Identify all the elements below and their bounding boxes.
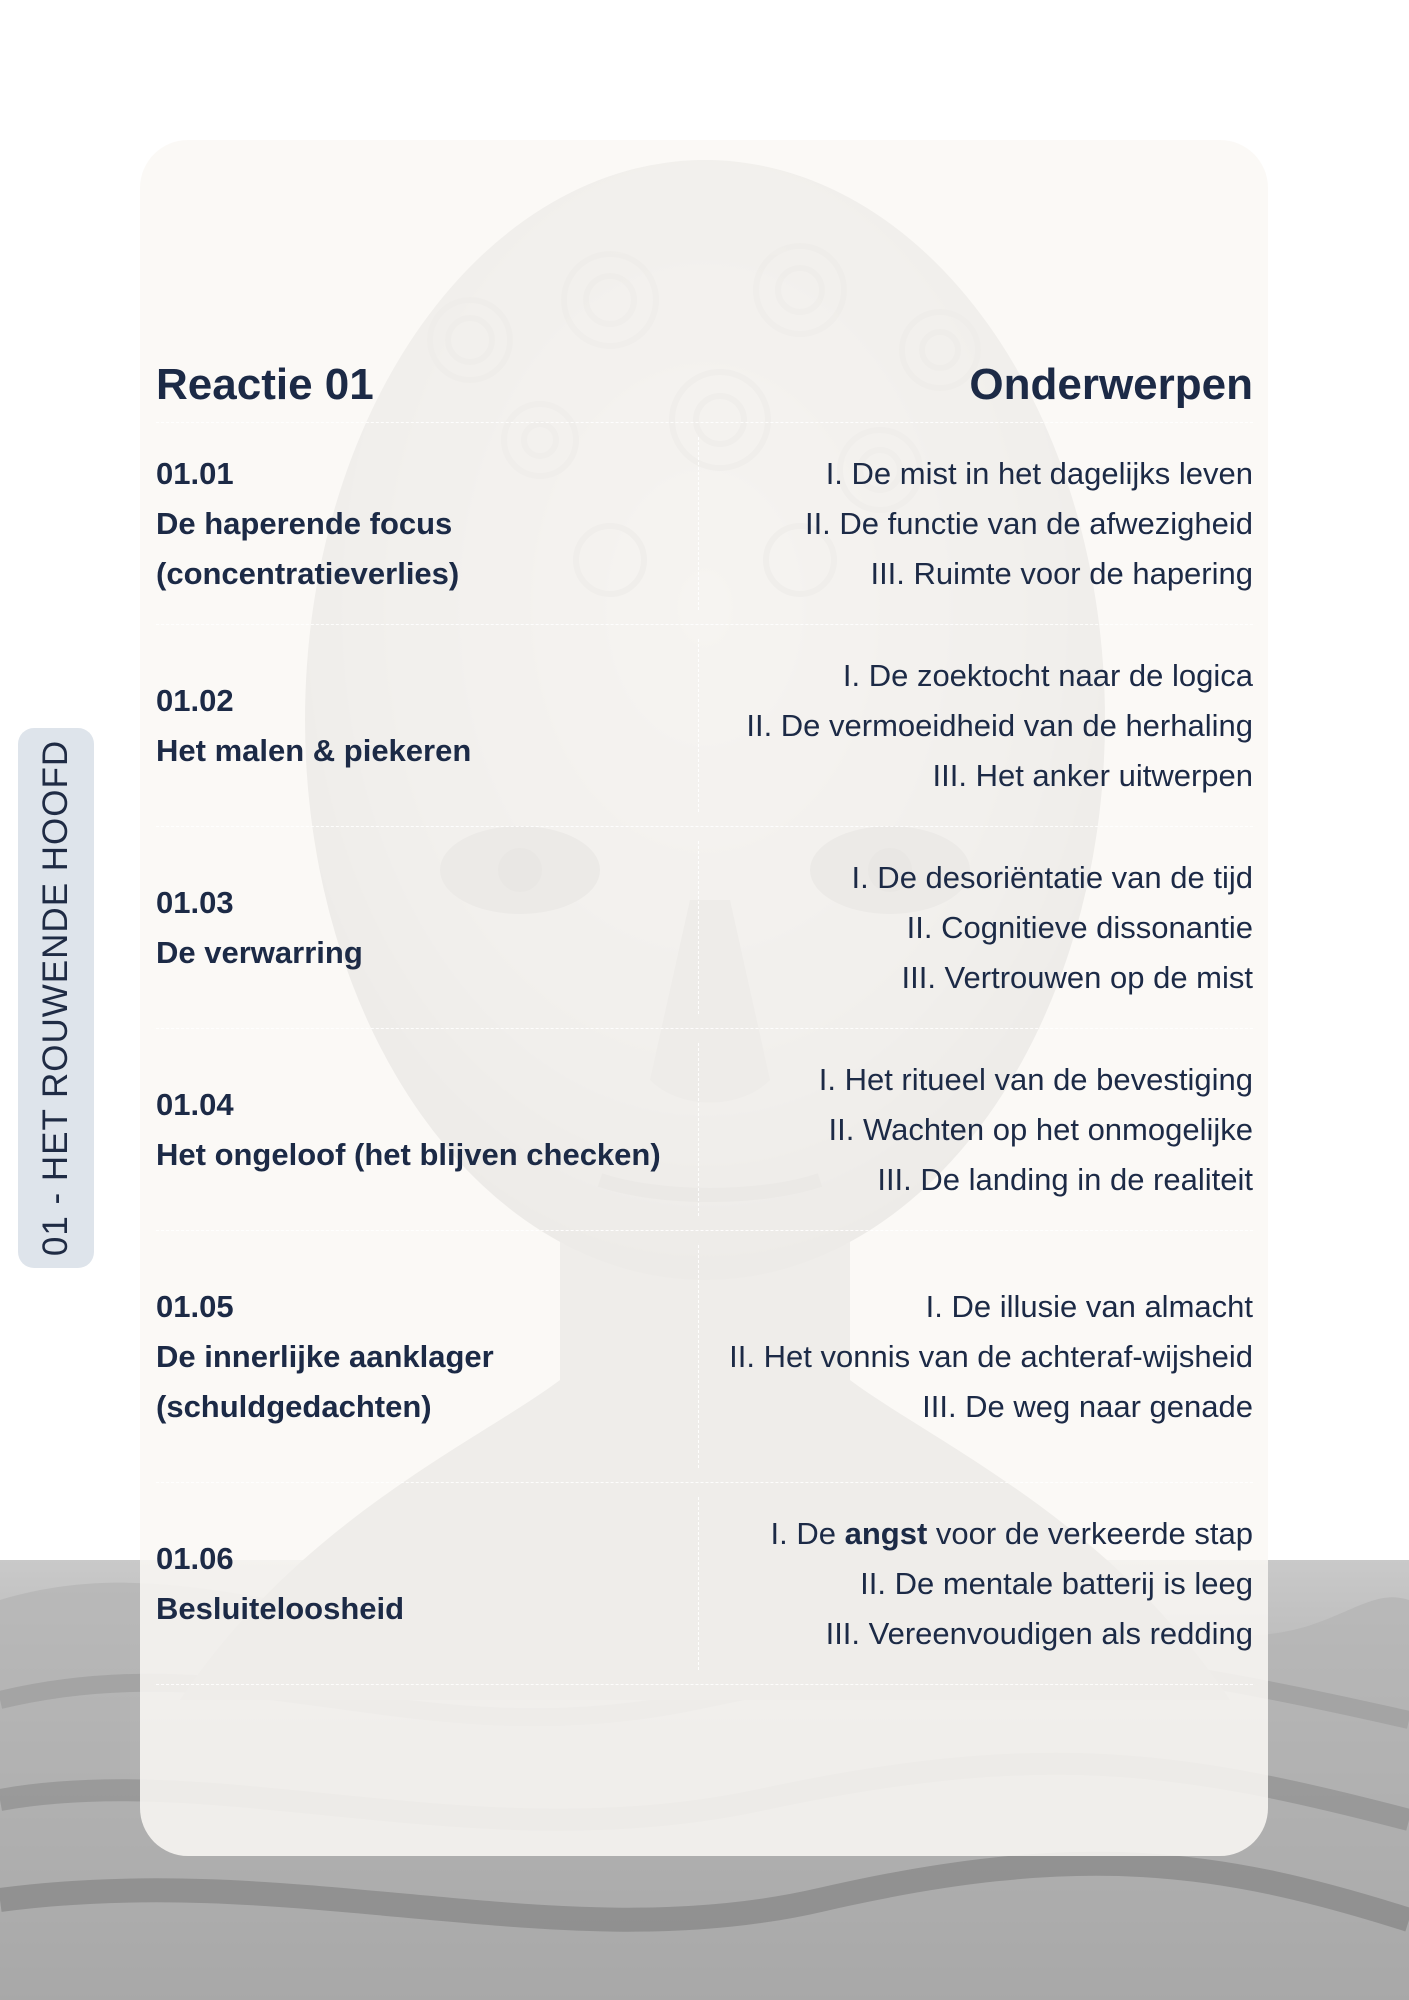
table-row <box>156 423 1253 625</box>
topic-item: I. De mist in het dagelijks leven <box>825 455 1253 491</box>
topics-cell <box>713 1282 1253 1432</box>
reaction-code: 01.01 <box>156 455 234 491</box>
topics-cell <box>713 651 1253 801</box>
reaction-code: 01.06 <box>156 1540 234 1576</box>
topic-item: III. De landing in de realiteit <box>877 1161 1253 1197</box>
topic-item: II. Wachten op het onmogelijke <box>828 1111 1253 1147</box>
reaction-code: 01.05 <box>156 1288 234 1324</box>
topic-item: I. De illusie van almacht <box>925 1288 1253 1324</box>
reaction-cell <box>156 1534 696 1634</box>
table-header <box>156 300 1253 423</box>
reaction-cell <box>156 1080 696 1180</box>
reaction-cell <box>156 676 696 776</box>
topic-item: I. De zoektocht naar de logica <box>842 657 1253 693</box>
topic-item: III. Het anker uitwerpen <box>932 757 1253 793</box>
topics-cell <box>713 1509 1253 1659</box>
topic-item: II. Het vonnis van de achteraf-wijsheid <box>729 1338 1253 1374</box>
header-reaction: Reactie 01 <box>156 360 374 409</box>
topic-item: I. Het ritueel van de bevestiging <box>818 1061 1253 1097</box>
table-row <box>156 1483 1253 1685</box>
topics-cell <box>713 1055 1253 1205</box>
reaction-title: De verwarring <box>156 934 363 970</box>
topics-cell <box>713 853 1253 1003</box>
table-row <box>156 1231 1253 1483</box>
topic-item: II. Cognitieve dissonantie <box>906 909 1253 945</box>
table-row <box>156 827 1253 1029</box>
table-row <box>156 1029 1253 1231</box>
topic-item: II. De vermoeidheid van de herhaling <box>746 707 1253 743</box>
topic-item: III. De weg naar genade <box>922 1388 1253 1424</box>
reaction-cell <box>156 878 696 978</box>
reaction-title: Het ongeloof (het blijven checken) <box>156 1136 661 1172</box>
table-row <box>156 625 1253 827</box>
topic-prefix: I. De <box>770 1515 845 1551</box>
topic-item: III. Ruimte voor de hapering <box>870 555 1253 591</box>
side-tab-label: 01 - HET ROUWENDE HOOFD <box>36 739 75 1257</box>
reaction-cell <box>156 1282 696 1432</box>
topics-table <box>156 300 1253 1685</box>
reaction-title: Besluiteloosheid <box>156 1590 405 1626</box>
reaction-title: Het malen & piekeren <box>156 732 472 768</box>
reaction-title: De haperende focus (concentratieverlies) <box>156 505 460 591</box>
topic-item: III. Vertrouwen op de mist <box>901 959 1253 995</box>
reaction-code: 01.04 <box>156 1086 234 1122</box>
reaction-title: De innerlijke aanklager (schuldgedachten) <box>156 1338 494 1424</box>
topics-cell <box>713 449 1253 599</box>
topic-item <box>713 1509 1253 1559</box>
topic-item: I. De desoriëntatie van de tijd <box>851 859 1253 895</box>
header-topics: Onderwerpen <box>969 360 1253 409</box>
reaction-code: 01.03 <box>156 884 234 920</box>
topic-item: III. Vereenvoudigen als redding <box>825 1615 1253 1651</box>
reaction-cell <box>156 449 696 599</box>
reaction-code: 01.02 <box>156 682 234 718</box>
topic-item: II. De mentale batterij is leeg <box>860 1565 1253 1601</box>
topic-emphasis: angst <box>844 1515 928 1551</box>
topic-item: II. De functie van de afwezigheid <box>804 505 1253 541</box>
topic-suffix: voor de verkeerde stap <box>927 1515 1253 1551</box>
